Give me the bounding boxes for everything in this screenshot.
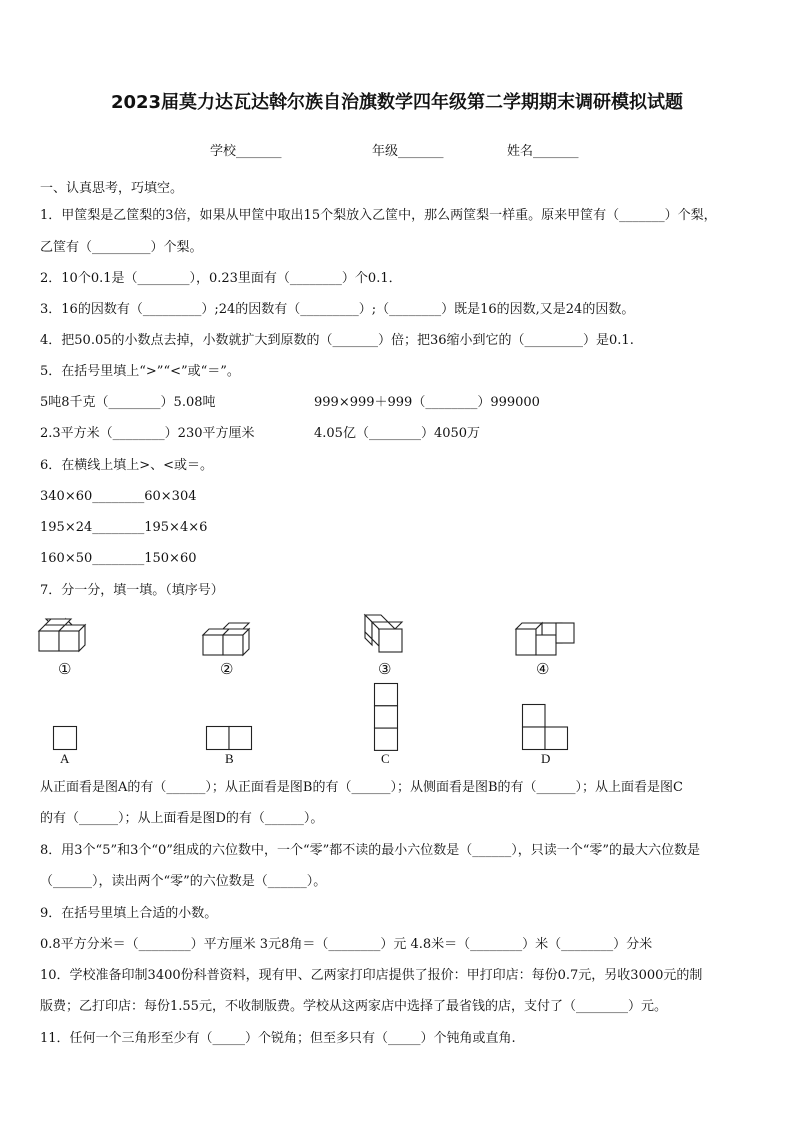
question-9-items: 0.8平方分米＝（________）平方厘米 3元8角＝（________）元 4.8米＝（________）米（________）分米	[40, 937, 653, 952]
figure-label-2: ②	[220, 660, 234, 678]
school-field: 学校_______	[210, 144, 282, 159]
question-10-line-1: 10．学校准备印制3400份科普资料，现有甲、乙两家打印店提供了报价：甲打印店：每份0.7元，另收3000元的制	[40, 968, 703, 983]
question-1-line-1: 1．甲筐梨是乙筐梨的3倍，如果从甲筐中取出15个梨放入乙筐中，那么两筐梨一样重。原来甲筐有（_______）个梨，	[40, 208, 717, 223]
question-1-line-2: 乙筐有（_________）个梨。	[40, 240, 203, 255]
question-10-line-2: 版费；乙打印店：每份1.55元，不收制版费。学校从这两家店中选择了最省钱的店，支付了（________）元。	[40, 999, 667, 1014]
view-label-c: C	[381, 751, 390, 766]
cube-figure-1	[38, 617, 98, 659]
view-label-a: A	[60, 751, 70, 766]
question-11: 11．任何一个三角形至少有（_____）个锐角；但至多只有（_____）个钝角或直角.	[40, 1031, 516, 1046]
question-6-item-2: 195×24________195×4×6	[40, 520, 208, 535]
question-7-line-2: 的有（______）；从上面看是图D的有（______）。	[40, 811, 324, 826]
question-6: 6．在横线上填上>、<或＝。	[40, 458, 214, 473]
question-3: 3．16的因数有（_________）;24的因数有（_________）;（________）既是16的因数,又是24的因数。	[40, 302, 635, 317]
question-7: 7．分一分，填一填。（填序号）	[40, 583, 224, 598]
cube-figure-4	[515, 619, 577, 659]
view-label-b: B	[225, 751, 234, 766]
question-2: 2．10个0.1是（________），0.23里面有（________）个0.1．	[40, 271, 402, 286]
question-6-item-1: 340×60________60×304	[40, 489, 197, 504]
cube-figure-3	[362, 611, 412, 661]
view-a	[53, 726, 77, 750]
question-5-item-3: 2.3平方米（________）230平方厘米	[40, 426, 255, 441]
figure-label-3: ③	[378, 660, 392, 678]
view-label-d: D	[541, 751, 551, 766]
question-8-line-2: （______），读出两个“零”的六位数是（______）。	[40, 874, 327, 889]
page-title: 2023届莫力达瓦达斡尔族自治旗数学四年级第二学期期末调研模拟试题	[110, 92, 684, 113]
question-5-item-2: 999×999＋999（________）999000	[314, 395, 540, 410]
question-9: 9．在括号里填上合适的小数。	[40, 906, 218, 921]
question-8-line-1: 8．用3个“5”和3个“0”组成的六位数中，一个“零”都不读的最小六位数是（______），只读一个“零”的最大六位数是	[40, 843, 701, 858]
question-5: 5．在括号里填上“>”“<”或“＝”。	[40, 364, 240, 379]
question-5-item-1: 5吨8千克（________）5.08吨	[40, 395, 216, 410]
figure-label-4: ④	[536, 660, 550, 678]
section-heading: 一、认真思考，巧填空。	[40, 181, 184, 196]
figure-label-1: ①	[58, 660, 72, 678]
grade-field: 年级_______	[372, 144, 444, 159]
question-5-item-4: 4.05亿（________）4050万	[314, 426, 481, 441]
view-d	[522, 704, 568, 750]
cube-figure-2	[202, 619, 262, 659]
question-4: 4．把50.05的小数点去掉，小数就扩大到原数的（_______）倍；把36缩小到它的（_________）是0.1.	[40, 333, 634, 348]
question-7-line-1: 从正面看是图A的有（______）；从正面看是图B的有（______）；从侧面看是图B的有（______）；从上面看是图C	[40, 780, 683, 795]
question-6-item-3: 160×50________150×60	[40, 551, 197, 566]
view-c	[374, 683, 398, 751]
name-field: 姓名_______	[507, 144, 579, 159]
view-b	[206, 726, 252, 750]
